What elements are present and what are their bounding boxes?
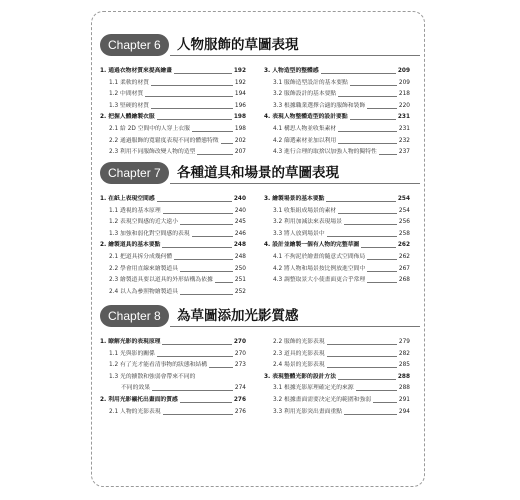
entry-page-number: 192	[233, 68, 246, 74]
toc-section-entry	[264, 194, 410, 204]
chapter-header	[100, 34, 420, 56]
chapter-section	[100, 305, 420, 415]
toc-subsection-entry	[264, 136, 410, 146]
entry-leader-line	[367, 259, 397, 260]
entry-leader-line	[145, 96, 233, 97]
entry-page-number: 245	[234, 219, 246, 226]
entry-page-number: 196	[234, 102, 246, 109]
entry-leader-line	[152, 390, 233, 391]
entry-leader-line	[157, 356, 233, 357]
chapter-header	[100, 162, 420, 184]
entry-page-number: 231	[398, 125, 410, 132]
toc-subsection-entry	[264, 264, 410, 274]
entry-leader-line	[157, 201, 232, 202]
entry-title: 1. 瞭解光影的表現原理	[100, 339, 161, 345]
entry-page-number: 254	[397, 196, 410, 202]
entry-page-number: 268	[398, 277, 410, 284]
entry-title: 4.2 篩選素材並加以利用	[273, 137, 337, 144]
toc-subsection-entry	[100, 287, 246, 297]
entry-leader-line	[350, 85, 397, 86]
entry-title: 3.2 服飾設計的基本要點	[273, 91, 337, 98]
entry-leader-line	[209, 367, 233, 368]
entry-title: 4. 表現人物整體造型的設計要點	[264, 114, 348, 121]
entry-title: 2.2 通過服飾的寬鬆度表現不同的體態特徵	[109, 137, 219, 144]
toc-subsection-entry	[264, 124, 410, 134]
entry-title: 1. 通過衣物材質來提高繪畫	[100, 68, 173, 74]
entry-page-number: 232	[398, 137, 410, 144]
entry-leader-line	[162, 247, 231, 248]
entry-page-number: 209	[398, 79, 410, 86]
entry-page-number: 192	[234, 79, 246, 86]
entry-leader-line	[180, 294, 233, 295]
toc-column-left	[100, 66, 246, 159]
chapter-title: 各種道具和場景的草圖表現	[177, 165, 339, 181]
entry-page-number: 207	[234, 149, 246, 156]
toc-subsection-entry	[100, 349, 246, 359]
toc-subsection-entry	[100, 360, 246, 370]
entry-page-number: 256	[398, 219, 410, 226]
entry-page-number: 209	[397, 68, 410, 74]
entry-page-number: 231	[397, 114, 410, 121]
chapter-underline	[170, 55, 420, 56]
entry-title: 3.3 根據職業選擇合適的服飾和裝飾	[273, 102, 366, 109]
toc-section-entry	[264, 372, 410, 382]
entry-page-number: 273	[234, 362, 246, 369]
entry-title: 2.3 繪製道具要以道具的外形結構為依據	[109, 277, 213, 284]
entry-leader-line	[151, 85, 233, 86]
entry-title: 3. 表現整體光影的設計方法	[264, 373, 337, 380]
entry-leader-line	[367, 271, 397, 272]
toc-subsection-entry	[100, 217, 246, 227]
entry-page-number: 240	[233, 196, 246, 202]
entry-leader-line	[361, 247, 396, 248]
entry-leader-line	[162, 344, 231, 345]
chapter-badge: Chapter 7	[100, 162, 169, 184]
entry-title: 2.4 以人為參照物繪製道具	[109, 288, 179, 295]
entry-leader-line	[338, 379, 396, 380]
entry-leader-line	[163, 414, 233, 415]
entry-page-number: 262	[398, 253, 410, 260]
entry-page-number: 262	[397, 242, 410, 249]
entry-page-number: 294	[398, 408, 410, 415]
chapter-section	[100, 34, 420, 156]
entry-title: 2.1 人物的光影表現	[109, 408, 161, 415]
entry-title: 2. 繪製道具的基本要點	[100, 242, 161, 249]
toc-subsection-entry	[100, 372, 246, 382]
toc-section-entry	[100, 337, 246, 347]
entry-leader-line	[221, 143, 233, 144]
toc-subsection-entry	[100, 275, 246, 285]
entry-page-number: 288	[398, 385, 410, 392]
entry-page-number: 254	[398, 207, 410, 214]
entry-title: 4.3 進行合理的取捨以加強人物的獨特性	[273, 149, 377, 156]
entry-page-number: 282	[398, 350, 410, 357]
toc-section-entry	[264, 240, 410, 250]
entry-leader-line	[174, 259, 233, 260]
entry-title: 4.3 調整取景大小使畫面更合乎常理	[273, 277, 366, 284]
entry-title: 3.1 服飾造型設計的基本要點	[273, 79, 348, 86]
entry-leader-line	[174, 73, 232, 74]
entry-title: 3. 人物造型的整體感	[264, 68, 319, 74]
entry-title: 1.3 加強和弱化對空間感的表現	[109, 230, 190, 237]
entry-title: 4.2 將人物和場景按比例放進空間中	[273, 265, 366, 272]
entry-page-number: 218	[398, 91, 410, 98]
entry-page-number: 202	[234, 137, 246, 144]
entry-leader-line	[338, 143, 397, 144]
entry-title: 1.2 有了光才能看清事物的狀態和結構	[109, 362, 208, 369]
entry-leader-line	[151, 108, 233, 109]
toc-section-entry	[100, 240, 246, 250]
entry-leader-line	[338, 96, 397, 97]
entry-page-number: 251	[234, 277, 246, 284]
entry-leader-line	[344, 224, 397, 225]
entry-title: 2.2 服飾的光影表現	[273, 339, 325, 345]
entry-leader-line	[367, 282, 397, 283]
entry-page-number: 198	[234, 125, 246, 132]
toc-section-entry	[100, 395, 246, 405]
toc-subsection-entry	[264, 78, 410, 88]
toc-subsection-entry	[264, 395, 410, 405]
toc-subsection-entry	[100, 407, 246, 417]
entry-title: 2.3 道具的光影表現	[273, 350, 325, 357]
entry-page-number: 246	[234, 230, 246, 237]
entry-title: 不同的效果	[121, 385, 150, 392]
toc-subsection-entry	[264, 383, 410, 393]
entry-title: 3.3 利用光影突出畫面重點	[273, 408, 343, 415]
entry-leader-line	[344, 414, 397, 415]
entry-page-number: 276	[233, 396, 246, 403]
toc-subsection-entry	[264, 147, 410, 157]
toc-subsection-entry	[264, 206, 410, 216]
entry-leader-line	[338, 131, 397, 132]
chapter-title: 人物服飾的草圖表現	[177, 37, 299, 53]
entry-leader-line	[327, 356, 397, 357]
entry-page-number: 291	[398, 396, 410, 403]
entry-page-number: 258	[398, 230, 410, 237]
chapter-badge: Chapter 6	[100, 34, 169, 56]
toc-column-right	[264, 337, 410, 418]
entry-title: 3.1 根據光影原理確定光的來源	[273, 385, 354, 392]
toc-section-entry	[100, 66, 246, 76]
toc-subsection-entry	[264, 407, 410, 417]
toc-subsection-entry	[100, 101, 246, 111]
toc-section-entry	[264, 66, 410, 76]
entry-leader-line	[327, 344, 397, 345]
entry-title: 1.1 柔軟的材質	[109, 79, 150, 86]
toc-subsection-entry	[100, 252, 246, 262]
entry-title: 1.3 光的擴散和強弱會帶來不同的	[109, 373, 196, 380]
entry-leader-line	[326, 201, 395, 202]
entry-title: 1.1 光與影的關係	[109, 350, 155, 357]
entry-title: 3.2 根據畫面需要決定光的範圍和強弱	[273, 396, 372, 403]
chapter-section	[100, 162, 420, 295]
toc-subsection-entry	[264, 101, 410, 111]
entry-page-number: 248	[234, 253, 246, 260]
entry-leader-line	[367, 108, 397, 109]
entry-title: 2.1 把道具拆分成幾何體	[109, 253, 173, 260]
entry-leader-line	[373, 402, 397, 403]
toc-column-right	[264, 194, 410, 287]
entry-title: 3.1 收集組成場景的素材	[273, 207, 337, 214]
toc-subsection-entry	[100, 147, 246, 157]
entry-leader-line	[321, 73, 396, 74]
toc-subsection-entry	[100, 206, 246, 216]
toc-column-left	[100, 337, 246, 418]
toc-subsection-entry	[100, 229, 246, 239]
entry-page-number: 274	[234, 385, 246, 392]
entry-leader-line	[215, 282, 233, 283]
entry-title: 4. 設計並繪製一個有人物的完整草圖	[264, 242, 360, 249]
entry-leader-line	[180, 271, 233, 272]
entry-title: 2.2 學會用直線來繪製道具	[109, 265, 179, 272]
entry-title: 1.3 堅硬的材質	[109, 102, 150, 109]
entry-title: 1. 在紙上表現空間感	[100, 196, 155, 202]
entry-title: 2. 利用光影襯托出畫面的質感	[100, 396, 178, 403]
chapter-underline	[170, 183, 420, 184]
entry-title: 2.3 利用不同服飾改變人物的造型	[109, 149, 196, 156]
entry-page-number: 220	[398, 102, 410, 109]
entry-page-number: 237	[398, 149, 410, 156]
chapter-badge: Chapter 8	[100, 305, 169, 327]
entry-title: 1.2 中間材質	[109, 91, 144, 98]
chapter-title: 為草圖添加光影質感	[177, 308, 299, 324]
entry-page-number: 240	[234, 207, 246, 214]
toc-subsection-entry	[100, 124, 246, 134]
entry-leader-line	[338, 213, 397, 214]
entry-page-number: 288	[397, 373, 410, 380]
entry-title: 3. 繪製場景的基本要點	[264, 196, 325, 202]
entry-title: 2.4 場景的光影表現	[273, 362, 325, 369]
toc-subsection-entry	[264, 275, 410, 285]
toc-subsection-entry	[264, 252, 410, 262]
entry-page-number: 252	[234, 288, 246, 295]
entry-leader-line	[192, 236, 233, 237]
entry-title: 1.1 透視的基本原理	[109, 207, 161, 214]
entry-title: 4.1 不拘泥於繪畫的隨意式空間佈局	[273, 253, 366, 260]
entry-page-number: 270	[233, 339, 246, 345]
entry-title: 2.1 給 2D 空間中的人穿上衣服	[109, 125, 190, 132]
toc-subsection-entry	[100, 264, 246, 274]
entry-leader-line	[197, 154, 233, 155]
entry-page-number: 270	[234, 350, 246, 357]
entry-leader-line	[379, 154, 397, 155]
toc-subsection-entry	[264, 337, 410, 347]
entry-leader-line	[350, 119, 396, 120]
entry-title: 4.1 構思人物並收集素材	[273, 125, 337, 132]
chapter-underline	[170, 326, 420, 327]
toc-subsection-entry	[264, 229, 410, 239]
toc-subsection-entry	[264, 89, 410, 99]
entry-leader-line	[157, 119, 232, 120]
toc-subsection-entry	[100, 78, 246, 88]
toc-section-entry	[100, 194, 246, 204]
entry-title: 3.2 利用加減法來表現場景	[273, 219, 343, 226]
entry-page-number: 276	[234, 408, 246, 415]
chapter-header	[100, 305, 420, 327]
entry-page-number: 267	[398, 265, 410, 272]
toc-subsection-entry	[100, 136, 246, 146]
toc-subsection-entry	[100, 89, 246, 99]
toc-column-left	[100, 194, 246, 298]
entry-page-number: 198	[233, 114, 246, 121]
entry-page-number: 248	[233, 242, 246, 249]
toc-section-entry	[264, 112, 410, 122]
toc-section-entry	[100, 112, 246, 122]
toc-subsection-entry	[264, 349, 410, 359]
toc-subsection-entry	[100, 383, 246, 393]
entry-title: 1.2 表現空間感的近大遠小	[109, 219, 179, 226]
entry-leader-line	[327, 236, 397, 237]
entry-page-number: 279	[398, 339, 410, 345]
entry-leader-line	[180, 402, 232, 403]
entry-page-number: 285	[398, 362, 410, 369]
entry-leader-line	[192, 131, 233, 132]
entry-title: 2. 把握人體繪製衣服	[100, 114, 155, 121]
entry-leader-line	[327, 367, 397, 368]
entry-page-number: 250	[234, 265, 246, 272]
toc-subsection-entry	[264, 217, 410, 227]
entry-leader-line	[356, 390, 397, 391]
entry-title: 3.3 將人放到場景中	[273, 230, 325, 237]
entry-page-number: 194	[234, 91, 246, 98]
toc-subsection-entry	[264, 360, 410, 370]
entry-leader-line	[180, 224, 233, 225]
toc-column-right	[264, 66, 410, 159]
entry-leader-line	[163, 213, 233, 214]
